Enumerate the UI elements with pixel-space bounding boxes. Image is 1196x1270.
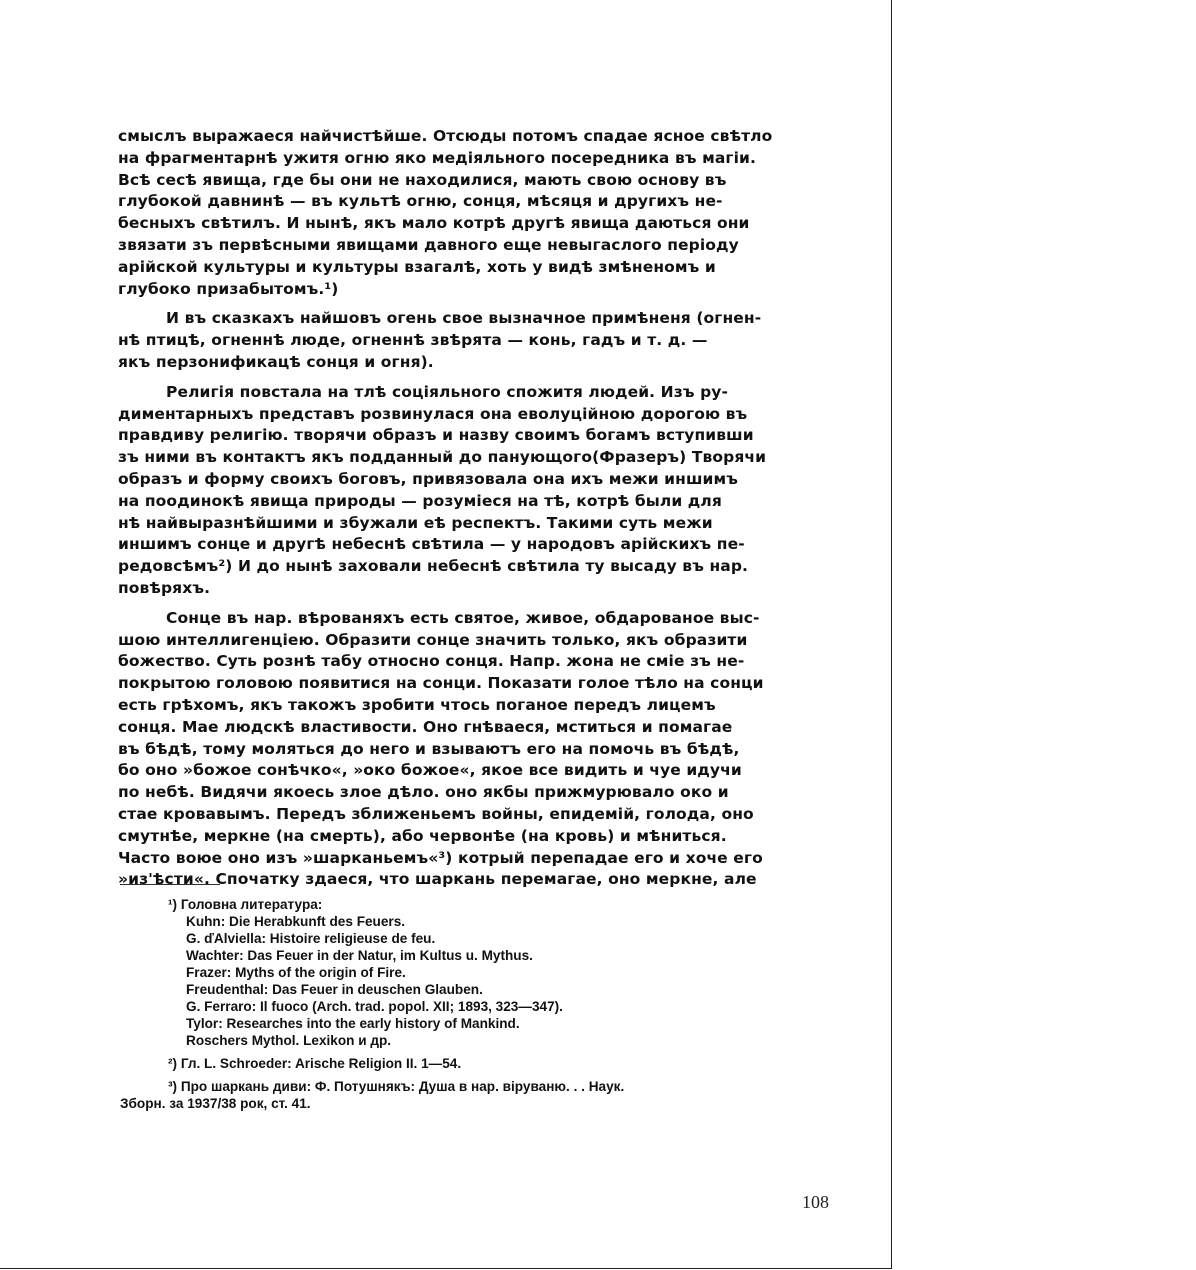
bibliography-item: Freudenthal: Das Feuer in deuschen Glauben.: [186, 982, 483, 997]
text-line: смыслъ выражаеся найчистѣйше. Отсюды потомъ спадае ясное свѣтло: [118, 127, 773, 145]
text-line: образъ и форму своихъ боговъ, привязовала она ихъ межи иншимъ: [118, 469, 738, 488]
text-line: есть грѣхомъ, якъ такожъ зробити чтось поганое передъ лицемъ: [118, 695, 716, 714]
paragraph-3: [118, 382, 778, 600]
text-line: повѣряхъ.: [118, 578, 211, 597]
text-line: якъ перзонификацѣ сонця и огня).: [118, 352, 434, 371]
text-line: звязати зъ первѣсными явищами давного еще невыгаслого періоду: [118, 235, 739, 254]
text-line: зъ ними въ контактъ якъ подданный до панующого(Фразеръ) Творячи: [118, 448, 767, 467]
text-line: Всѣ сесѣ явища, где бы они не находилися, мають свою основу въ: [118, 170, 727, 189]
paragraph-1: [118, 126, 778, 300]
bibliography-item: Roschers Mythol. Lexikon и др.: [186, 1033, 392, 1048]
text-line: въ бѣдѣ, тому моляться до него и взываютъ его на помочь въ бѣдѣ,: [118, 739, 740, 758]
text-line: редовсѣмъ²) И до нынѣ заховали небеснѣ свѣтила ту высаду въ нар.: [118, 557, 749, 576]
text-line: иншимъ сонце и другѣ небеснѣ свѣтила — у народовъ арійскихъ пе-: [118, 535, 745, 554]
paragraph-2: [118, 308, 778, 373]
text-line: шою интеллигенціею. Образити сонце значить только, якъ образити: [118, 630, 748, 649]
text-line: Сонце въ нар. вѣрованяхъ есть святое, живое, обдарованое выс-: [166, 608, 760, 627]
text-line: Религія повстала на тлѣ соціяльного спожитя людей. Изъ ру-: [166, 382, 729, 401]
page-number: 108: [802, 1192, 829, 1212]
paragraph-4: [118, 608, 778, 891]
text-line: на поодинокѣ явища природы — розуміеся на тѣ, котрѣ были для: [118, 491, 722, 510]
footnotes: [120, 896, 790, 1118]
text-line: нѣ птицѣ, огненнѣ люде, огненнѣ звѣрята — конь, гадъ и т. д. —: [118, 331, 708, 350]
footnote-text-continuation: Зборн. за 1937/38 рок, ст. 41.: [120, 1096, 311, 1111]
text-line: Часто воюе оно изъ »шарканьемъ«³) котрый перепадае его и хоче его: [118, 848, 763, 867]
bibliography-item: Wachter: Das Feuer in der Natur, im Kultus u. Mythus.: [186, 948, 533, 963]
text-line: покрытою головою появитися на сонци. Показати голое тѣло на сонци: [118, 674, 764, 693]
text-line: смутнѣе, меркне (на смерть), або червонѣе (на кровь) и мѣниться.: [118, 826, 727, 845]
text-line: И въ сказкахъ найшовъ огень свое вызначное примѣненя (огнен-: [166, 309, 762, 328]
footnote-text: ²) Гл. L. Schroeder: Arische Religion II. 1—54.: [168, 1056, 462, 1071]
main-text: [118, 126, 778, 899]
text-line: правдиву религію. творячи образъ и назву своимъ богамъ вступивши: [118, 426, 754, 445]
text-line: сонця. Мае людскѣ властивости. Оно гнѣваеся, мститься и помагае: [118, 717, 733, 736]
text-line: диментарныхъ представъ розвинулася она еволуційною дорогою въ: [118, 404, 748, 423]
footnote-text: ³) Про шаркань диви: Ф. Потушнякъ: Душа в нар. віруваню. . . Наук.: [168, 1079, 625, 1094]
text-line: божество. Суть рознѣ табу относно сонця. Напр. жона не сміе зъ не-: [118, 652, 745, 671]
text-line: арійской культуры и культуры взагалѣ, хоть у видѣ змѣненомъ и: [118, 257, 716, 276]
text-line: бесныхъ свѣтилъ. И нынѣ, якъ мало котрѣ другѣ явища даються они: [118, 214, 750, 233]
text-line: на фрагментарнѣ ужитя огню яко медіяльного посередника въ магіи.: [118, 148, 756, 167]
footnote-3: [120, 1078, 790, 1112]
text-line: нѣ найвыразнѣйшими и збужали еѣ респектъ. Такими суть межи: [118, 513, 713, 532]
footnote-heading: ¹) Головна литература:: [168, 897, 323, 912]
bibliography-item: G. ďAlviella: Histoire religieuse de feu.: [186, 931, 436, 946]
text-line: по небѣ. Видячи якоесь злое дѣло. оно якбы прижмурювало око и: [118, 783, 729, 802]
text-line: стае кровавымъ. Передъ зближеньемъ войны, епидемій, голода, оно: [118, 804, 754, 823]
footnote-1: [120, 896, 790, 1049]
bibliography-item: G. Ferraro: Il fuoco (Arch. trad. popol. XII; 1893, 323—347).: [186, 999, 563, 1014]
footnote-2: [120, 1055, 790, 1072]
bibliography-item: Tylor: Researches into the early history of Mankind.: [186, 1016, 520, 1031]
text-line: »из'ѣсти«. Спочатку здаеся, что шаркань перемагае, оно меркне, але: [118, 870, 757, 889]
bibliography-list: [120, 913, 790, 1049]
bibliography-item: Kuhn: Die Herabkunft des Feuers.: [186, 914, 406, 929]
text-line: глубокой давнинѣ — въ культѣ огню, сонця, мѣсяця и другихъ не-: [118, 192, 723, 211]
text-line: глубоко призабытомъ.¹): [118, 279, 339, 298]
footnote-separator: [120, 884, 220, 885]
text-line: бо оно »божое сонѣчко«, »око божое«, якое все видить и чуе идучи: [118, 761, 742, 780]
bibliography-item: Frazer: Myths of the origin of Fire.: [186, 965, 406, 980]
